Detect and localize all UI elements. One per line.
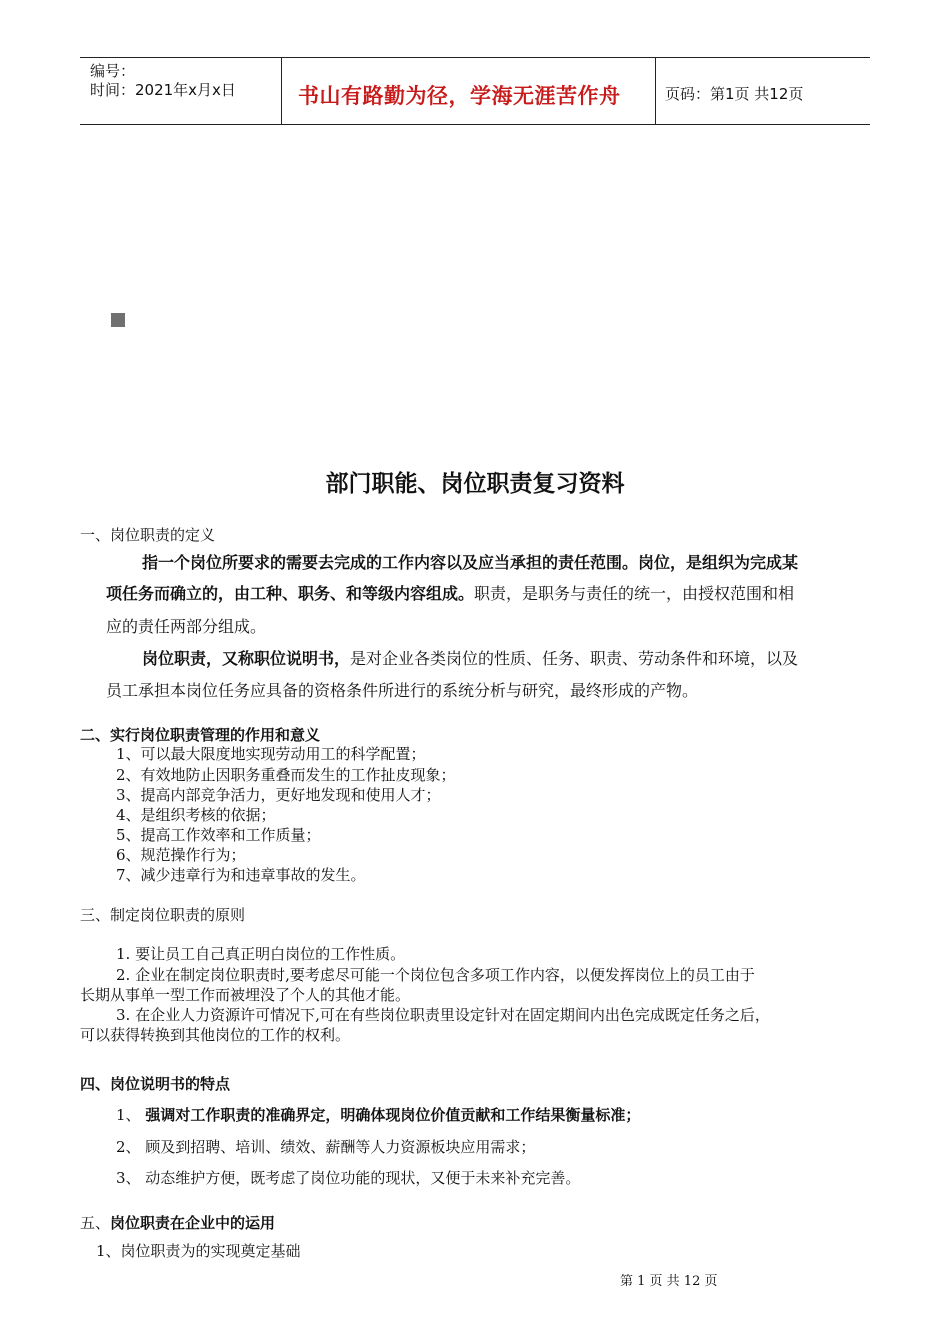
list-item: 2、 顾及到招聘、培训、绩效、薪酬等人力资源板块应用需求； bbox=[116, 1138, 536, 1156]
document-title: 部门职能、岗位职责复习资料 bbox=[325, 470, 625, 497]
list-number: 1、 bbox=[116, 1106, 141, 1124]
section-heading: 三、制定岗位职责的原则 bbox=[80, 906, 246, 924]
header-top-rule bbox=[80, 57, 870, 58]
list-item bbox=[116, 1105, 640, 1125]
header-divider bbox=[281, 57, 282, 125]
section-heading bbox=[80, 1213, 275, 1233]
section-number: 五、 bbox=[80, 1214, 111, 1232]
paragraph-line: 应的责任两部分组成。 bbox=[106, 617, 267, 636]
list-item: 3. 在企业人力资源许可情况下,可在有些岗位职责里设定针对在固定期间内出色完成既定任务之后， bbox=[116, 1006, 770, 1024]
paragraph-line bbox=[142, 649, 798, 669]
header-divider bbox=[655, 57, 656, 125]
list-item: 1、岗位职责为的实现奠定基础 bbox=[96, 1242, 301, 1260]
list-item: 1. 要让员工自己真正明白岗位的工作性质。 bbox=[116, 945, 406, 963]
section-heading: 一、岗位职责的定义 bbox=[80, 526, 216, 544]
list-item: 6、规范操作行为； bbox=[116, 846, 246, 864]
paragraph-line: 指一个岗位所要求的需要去完成的工作内容以及应当承担的责任范围。岗位，是组织为完成某 bbox=[142, 553, 799, 572]
paragraph-bold: 项任务而确立的，由工种、职务、和等级内容组成。 bbox=[106, 584, 475, 603]
list-item: 7、减少违章行为和违章事故的发生。 bbox=[116, 866, 366, 884]
square-bullet-icon bbox=[111, 313, 125, 327]
list-item: 4、是组织考核的依据； bbox=[116, 806, 276, 824]
paragraph-text: 职责，是职务与责任的统一，由授权范围和相 bbox=[474, 584, 795, 603]
header-page-info: 页码：第1页 共12页 bbox=[665, 85, 804, 103]
serial-label: 编号： bbox=[90, 62, 136, 80]
list-item: 3、 动态维护方便，既考虑了岗位功能的现状，又便于未来补充完善。 bbox=[116, 1169, 581, 1187]
list-item: 2. 企业在制定岗位职责时,要考虑尽可能一个岗位包含多项工作内容，以便发挥岗位上的员工由于 bbox=[116, 966, 755, 984]
list-item: 2、有效地防止因职务重叠而发生的工作扯皮现象； bbox=[116, 766, 456, 784]
paragraph-line bbox=[106, 584, 794, 604]
section-title: 岗位职责在企业中的运用 bbox=[110, 1214, 276, 1232]
paragraph-bold: 岗位职责，又称职位说明书， bbox=[142, 649, 351, 668]
list-item-continuation: 长期从事单一型工作而被埋没了个人的其他才能。 bbox=[80, 986, 411, 1004]
list-text-bold: 强调对工作职责的准确界定，明确体现岗位价值贡献和工作结果衡量标准； bbox=[145, 1106, 641, 1124]
header-bottom-rule bbox=[80, 124, 870, 125]
page-footer: 第 1 页 共 12 页 bbox=[620, 1274, 718, 1289]
paragraph-line: 员工承担本岗位任务应具备的资格条件所进行的系统分析与研究，最终形成的产物。 bbox=[106, 681, 699, 700]
list-item: 5、提高工作效率和工作质量； bbox=[116, 826, 321, 844]
list-item: 1、可以最大限度地实现劳动用工的科学配置； bbox=[116, 745, 426, 763]
time-label: 时间：2021年x月x日 bbox=[90, 81, 236, 99]
list-item-continuation: 可以获得转换到其他岗位的工作的权利。 bbox=[80, 1026, 351, 1044]
header-motto: 书山有路勤为径，学海无涯苦作舟 bbox=[298, 84, 621, 108]
paragraph-text: 是对企业各类岗位的性质、任务、职责、劳动条件和环境，以及 bbox=[350, 649, 799, 668]
list-item: 3、提高内部竞争活力，更好地发现和使用人才； bbox=[116, 786, 441, 804]
section-heading: 二、实行岗位职责管理的作用和意义 bbox=[80, 726, 321, 744]
section-heading: 四、岗位说明书的特点 bbox=[80, 1075, 231, 1093]
